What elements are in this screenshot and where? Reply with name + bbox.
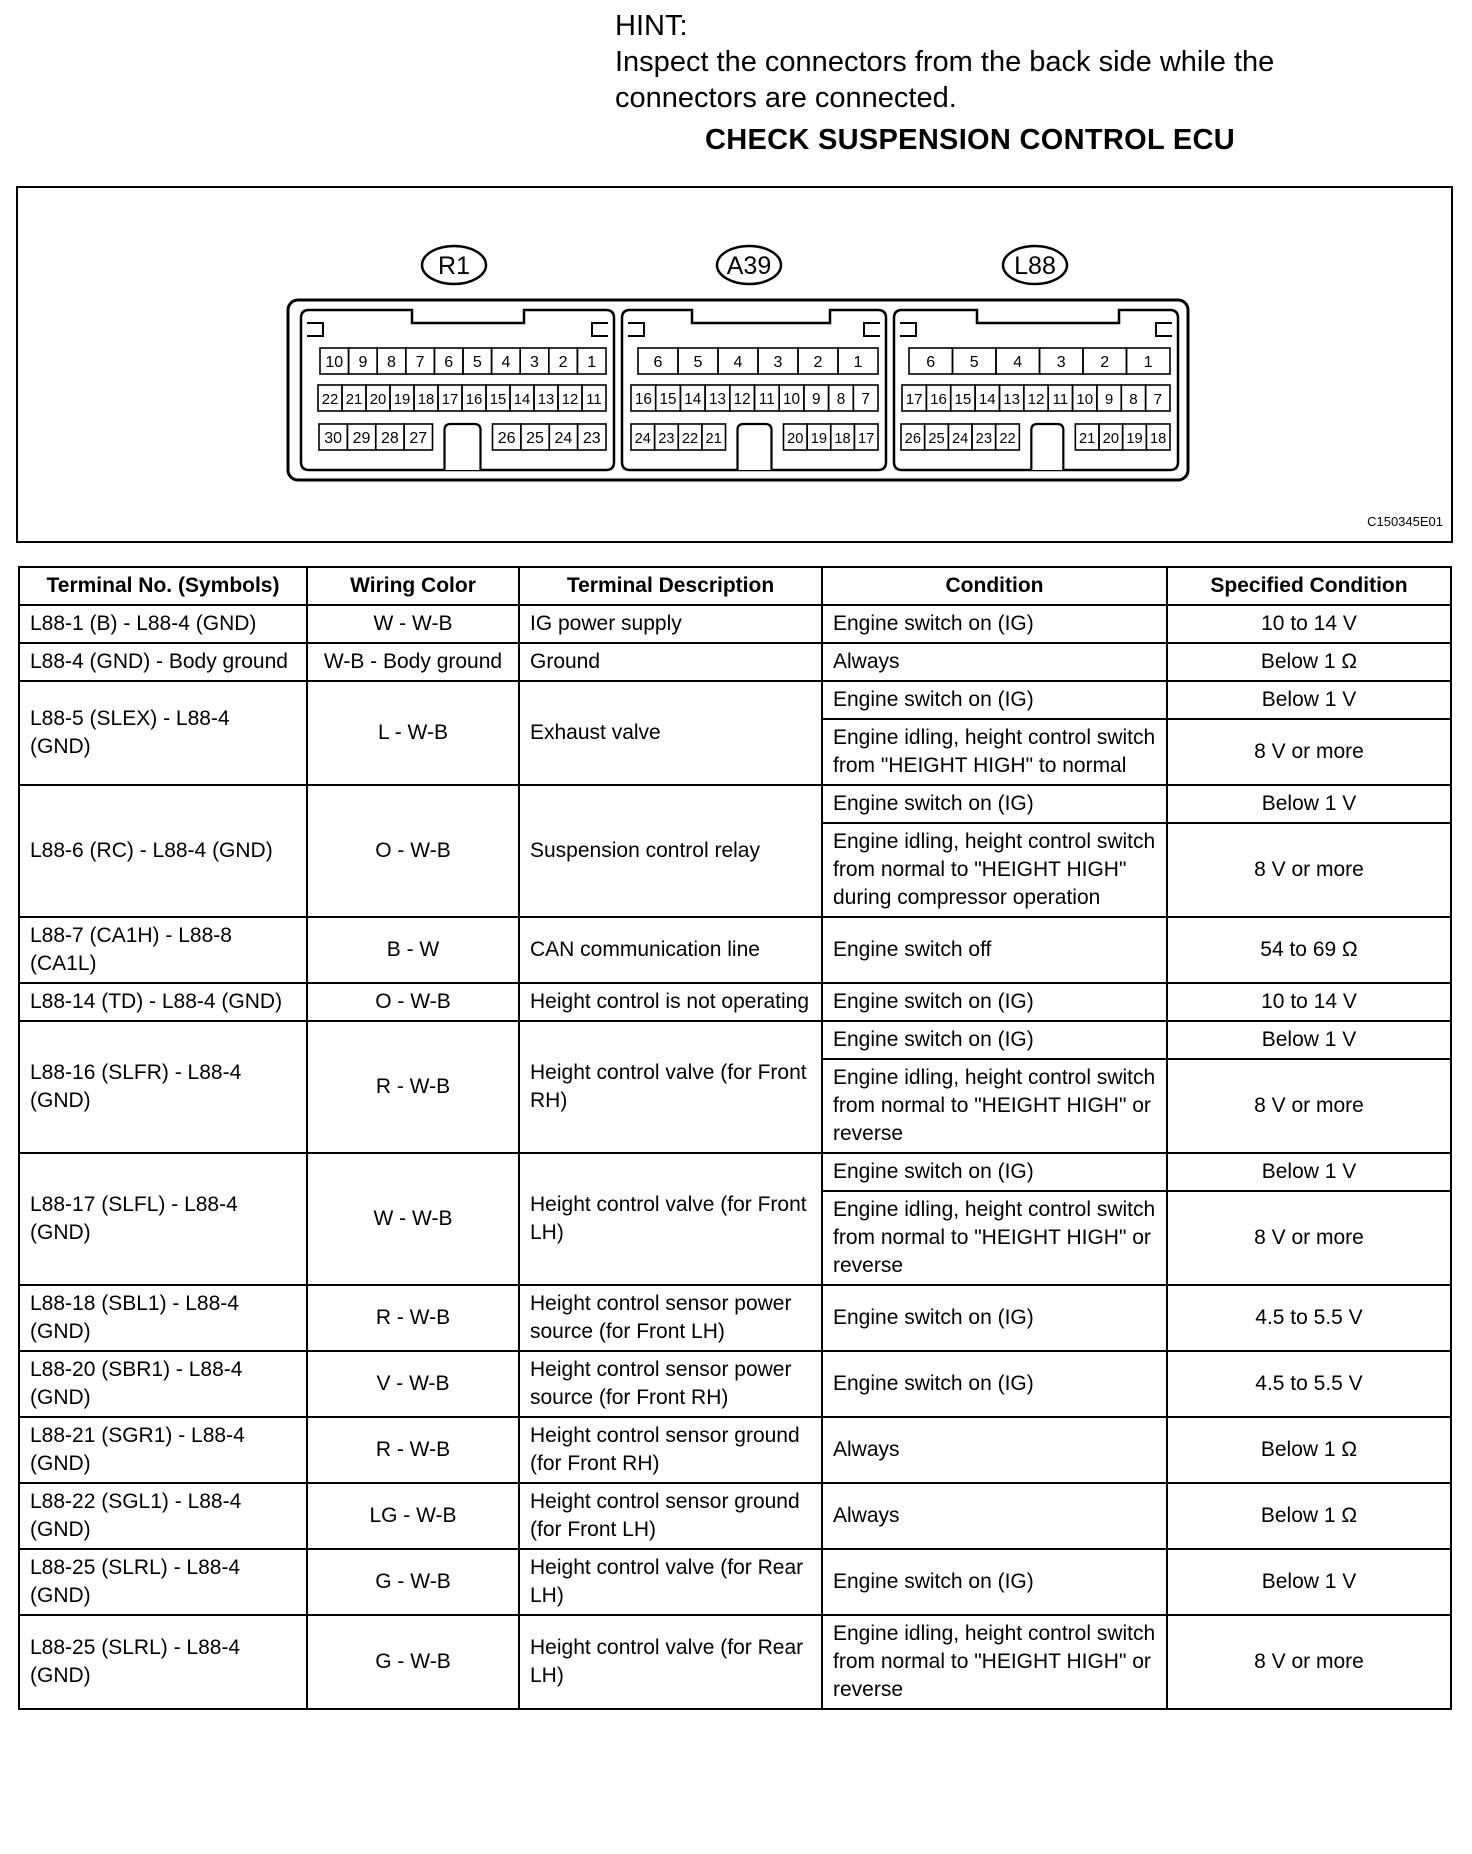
condition-cell: Always — [822, 1417, 1167, 1483]
terminal-cell: L88-4 (GND) - Body ground — [19, 643, 307, 681]
wiring-color-cell: O - W-B — [307, 785, 519, 917]
terminal-cell: L88-21 (SGR1) - L88-4 (GND) — [19, 1417, 307, 1483]
connector-pin-number: 26 — [904, 431, 921, 447]
table-row — [19, 681, 1451, 719]
figure-code: C150345E01 — [1367, 514, 1443, 529]
description-cell: CAN communication line — [519, 917, 822, 983]
connector-tab — [307, 323, 323, 336]
condition-cell: Engine switch on (IG) — [822, 1549, 1167, 1615]
connector-pin-number: 14 — [978, 391, 996, 408]
connector-pin-number: 3 — [773, 354, 783, 371]
table-header-row — [19, 567, 1451, 605]
connector-pin-number: 14 — [684, 391, 702, 408]
connector-pin-number: 27 — [409, 430, 428, 447]
connector-key-notch — [738, 424, 772, 470]
connector-pin-number: 10 — [325, 354, 344, 371]
connector-pin-number: 10 — [783, 391, 801, 408]
table-row — [19, 983, 1451, 1021]
connector-pin-number: 12 — [561, 392, 579, 408]
spec-cell: 8 V or more — [1167, 823, 1451, 917]
connector-label: A39 — [726, 252, 772, 280]
connector-pin-number: 20 — [369, 392, 387, 408]
condition-cell: Engine switch on (IG) — [822, 681, 1167, 719]
terminal-cell: L88-14 (TD) - L88-4 (GND) — [19, 983, 307, 1021]
connector-pin-number: 9 — [1104, 391, 1114, 408]
wiring-color-cell: B - W — [307, 917, 519, 983]
hint — [615, 8, 1395, 116]
terminal-spec-table — [18, 566, 1452, 1710]
connector-pin-number: 19 — [393, 392, 411, 408]
connector-pin-number: 3 — [1056, 354, 1066, 371]
connector-tab — [628, 323, 644, 336]
table-row — [19, 1417, 1451, 1483]
step-title: CHECK SUSPENSION CONTROL ECU — [705, 124, 1235, 156]
connector-pin-number: 21 — [705, 431, 722, 447]
connector-tab — [864, 323, 880, 336]
condition-cell: Engine idling, height control switch from normal to "HEIGHT HIGH" or reverse — [822, 1191, 1167, 1285]
connector-pin-number: 4 — [733, 354, 743, 371]
connector-tab — [592, 323, 608, 336]
connector-pin-number: 24 — [952, 431, 969, 447]
connector-pin-number: 29 — [352, 430, 371, 447]
description-cell: Exhaust valve — [519, 681, 822, 785]
connector-pin-number: 6 — [926, 354, 936, 371]
condition-cell: Engine switch on (IG) — [822, 605, 1167, 643]
connector-pin-number: 5 — [969, 354, 979, 371]
connector-pin-number: 22 — [321, 392, 339, 408]
wiring-color-cell: R - W-B — [307, 1417, 519, 1483]
description-cell: Height control sensor power source (for Front LH) — [519, 1285, 822, 1351]
condition-cell: Engine idling, height control switch from normal to "HEIGHT HIGH" or reverse — [822, 1059, 1167, 1153]
description-cell: Height control valve (for Rear LH) — [519, 1615, 822, 1709]
condition-cell: Always — [822, 1483, 1167, 1549]
connector-pin-number: 18 — [834, 431, 851, 447]
connector-pin-number: 15 — [954, 391, 972, 408]
connector-pin-number: 23 — [658, 431, 675, 447]
connector-pin-number: 16 — [634, 391, 652, 408]
connector-pin-number: 8 — [1129, 391, 1138, 408]
wiring-color-cell: W - W-B — [307, 1153, 519, 1285]
connector-pin-number: 1 — [853, 354, 863, 371]
description-cell: IG power supply — [519, 605, 822, 643]
connector-pin-number: 15 — [489, 392, 507, 408]
connector-pin-number: 11 — [1052, 391, 1069, 408]
description-cell: Ground — [519, 643, 822, 681]
condition-cell: Engine idling, height control switch from normal to "HEIGHT HIGH" or reverse — [822, 1615, 1167, 1709]
connector-pin-number: 11 — [758, 391, 775, 408]
spec-cell: Below 1 Ω — [1167, 643, 1451, 681]
condition-cell: Engine switch off — [822, 917, 1167, 983]
connector-pin-number: 13 — [708, 391, 726, 408]
connector-pin-number: 20 — [1102, 431, 1119, 447]
terminal-cell: L88-5 (SLEX) - L88-4 (GND) — [19, 681, 307, 785]
connector-pin-number: 18 — [1150, 431, 1167, 447]
connector-pin-number: 22 — [681, 431, 699, 447]
connector-pin-number: 25 — [526, 430, 544, 447]
terminal-cell: L88-20 (SBR1) - L88-4 (GND) — [19, 1351, 307, 1417]
connector-pin-number: 2 — [813, 354, 823, 371]
table-row — [19, 1615, 1451, 1709]
condition-cell: Engine switch on (IG) — [822, 1351, 1167, 1417]
header-terminal: Terminal No. (Symbols) — [19, 567, 307, 605]
spec-cell: Below 1 V — [1167, 1021, 1451, 1059]
spec-cell: Below 1 V — [1167, 1549, 1451, 1615]
connector-pin-number: 6 — [653, 354, 663, 371]
connector-pin-number: 23 — [582, 430, 601, 447]
header-condition: Condition — [822, 567, 1167, 605]
connector-pin-number: 1 — [587, 354, 597, 371]
wiring-color-cell: O - W-B — [307, 983, 519, 1021]
table-row — [19, 1549, 1451, 1615]
spec-cell: 10 to 14 V — [1167, 605, 1451, 643]
connector-pin-number: 14 — [513, 392, 531, 408]
description-cell: Height control sensor power source (for Front RH) — [519, 1351, 822, 1417]
terminal-cell: L88-18 (SBL1) - L88-4 (GND) — [19, 1285, 307, 1351]
connector-tab — [900, 323, 916, 336]
description-cell: Height control sensor ground (for Front LH) — [519, 1483, 822, 1549]
connector-pin-number: 21 — [1079, 431, 1096, 447]
description-cell: Height control valve (for Rear LH) — [519, 1549, 822, 1615]
header-specified-condition: Specified Condition — [1167, 567, 1451, 605]
condition-cell: Always — [822, 643, 1167, 681]
terminal-cell: L88-25 (SLRL) - L88-4 (GND) — [19, 1549, 307, 1615]
connector-pin-number: 21 — [345, 392, 363, 408]
connector-key-notch — [445, 424, 481, 470]
table-row — [19, 605, 1451, 643]
connector-key-notch — [1031, 424, 1063, 470]
condition-cell: Engine switch on (IG) — [822, 1153, 1167, 1191]
connector-pin-number: 19 — [1126, 431, 1143, 447]
hint-label: HINT: — [615, 10, 688, 42]
terminal-cell: L88-16 (SLFR) - L88-4 (GND) — [19, 1021, 307, 1153]
table-row — [19, 1153, 1451, 1191]
spec-cell: 10 to 14 V — [1167, 983, 1451, 1021]
condition-cell: Engine switch on (IG) — [822, 983, 1167, 1021]
connector-pin-number: 25 — [928, 431, 945, 447]
connector-pin-number: 12 — [733, 391, 751, 408]
connector-pin-number: 1 — [1143, 354, 1153, 371]
description-cell: Height control valve (for Front LH) — [519, 1153, 822, 1285]
table-row — [19, 643, 1451, 681]
connector-pin-number: 9 — [811, 391, 821, 408]
connector-pin-number: 24 — [554, 430, 573, 447]
connector-pin-number: 22 — [999, 431, 1016, 447]
wiring-color-cell: LG - W-B — [307, 1483, 519, 1549]
condition-cell: Engine switch on (IG) — [822, 785, 1167, 823]
connector-pin-number: 13 — [1003, 391, 1021, 408]
spec-cell: 8 V or more — [1167, 719, 1451, 785]
connector-pin-number: 18 — [417, 392, 435, 408]
connector-pin-number: 17 — [905, 391, 923, 408]
connector-label: L88 — [1014, 252, 1056, 280]
connector-pin-number: 8 — [836, 391, 846, 408]
connector-pin-number: 20 — [787, 431, 804, 447]
spec-cell: Below 1 V — [1167, 1153, 1451, 1191]
spec-cell: 4.5 to 5.5 V — [1167, 1351, 1451, 1417]
connector-pin-number: 7 — [1153, 391, 1163, 408]
hint-text: Inspect the connectors from the back side while the connectors are connected. — [615, 46, 1275, 114]
connector-pin-number: 16 — [465, 392, 483, 408]
condition-cell: Engine switch on (IG) — [822, 1021, 1167, 1059]
terminal-cell: L88-1 (B) - L88-4 (GND) — [19, 605, 307, 643]
condition-cell: Engine idling, height control switch from normal to "HEIGHT HIGH" during compressor operation — [822, 823, 1167, 917]
connector-pin-number: 12 — [1027, 391, 1045, 408]
connector-pin-number: 16 — [930, 391, 947, 408]
spec-cell: 8 V or more — [1167, 1191, 1451, 1285]
wiring-color-cell: R - W-B — [307, 1285, 519, 1351]
table-row — [19, 1021, 1451, 1059]
description-cell: Height control valve (for Front RH) — [519, 1021, 822, 1153]
terminal-cell: L88-7 (CA1H) - L88-8 (CA1L) — [19, 917, 307, 983]
condition-cell: Engine switch on (IG) — [822, 1285, 1167, 1351]
spec-cell: 54 to 69 Ω — [1167, 917, 1451, 983]
connector-pin-number: 2 — [1100, 354, 1110, 371]
table-row — [19, 1483, 1451, 1549]
connector-pin-number: 7 — [415, 354, 425, 371]
connector-pin-number: 8 — [387, 354, 396, 371]
connector-tab — [1156, 323, 1172, 336]
connector-pin-number: 4 — [1013, 354, 1023, 371]
connector-pin-number: 26 — [497, 430, 516, 447]
connector-pin-number: 10 — [1076, 391, 1094, 408]
spec-cell: Below 1 Ω — [1167, 1417, 1451, 1483]
table-row — [19, 917, 1451, 983]
connector-pin-number: 3 — [530, 354, 539, 371]
connector-pin-number: 19 — [810, 431, 828, 447]
terminal-cell: L88-17 (SLFL) - L88-4 (GND) — [19, 1153, 307, 1285]
wiring-color-cell: G - W-B — [307, 1549, 519, 1615]
description-cell: Height control sensor ground (for Front RH) — [519, 1417, 822, 1483]
wiring-color-cell: W - W-B — [307, 605, 519, 643]
connector-pin-number: 28 — [381, 430, 399, 447]
connector-label: R1 — [438, 252, 470, 280]
spec-cell: 4.5 to 5.5 V — [1167, 1285, 1451, 1351]
connector-pin-number: 4 — [501, 354, 511, 371]
header-terminal-description: Terminal Description — [519, 567, 822, 605]
wiring-color-cell: V - W-B — [307, 1351, 519, 1417]
connector-pin-number: 11 — [586, 392, 602, 408]
spec-cell: 8 V or more — [1167, 1059, 1451, 1153]
connector-pin-number: 17 — [441, 392, 459, 408]
condition-cell: Engine idling, height control switch from "HEIGHT HIGH" to normal — [822, 719, 1167, 785]
connector-diagram — [18, 188, 1451, 541]
terminal-cell: L88-22 (SGL1) - L88-4 (GND) — [19, 1483, 307, 1549]
connector-pin-number: 2 — [558, 354, 568, 371]
connector-pin-number: 5 — [693, 354, 703, 371]
table-row — [19, 785, 1451, 823]
terminal-cell: L88-6 (RC) - L88-4 (GND) — [19, 785, 307, 917]
connector-pin-number: 30 — [324, 430, 343, 447]
connector-figure — [16, 186, 1453, 543]
connector-pin-number: 23 — [975, 431, 992, 447]
spec-cell: Below 1 Ω — [1167, 1483, 1451, 1549]
spec-cell: Below 1 V — [1167, 785, 1451, 823]
table-row — [19, 1351, 1451, 1417]
connector-pin-number: 5 — [472, 354, 482, 371]
wiring-color-cell: R - W-B — [307, 1021, 519, 1153]
table-row — [19, 1285, 1451, 1351]
connector-pin-number: 13 — [537, 392, 555, 408]
spec-cell: 8 V or more — [1167, 1615, 1451, 1709]
header-wiring-color: Wiring Color — [307, 567, 519, 605]
connector-pin-number: 24 — [634, 431, 651, 447]
description-cell: Suspension control relay — [519, 785, 822, 917]
connector-pin-number: 17 — [858, 431, 875, 447]
connector-pin-number: 15 — [659, 391, 677, 408]
wiring-color-cell: L - W-B — [307, 681, 519, 785]
wiring-color-cell: W-B - Body ground — [307, 643, 519, 681]
wiring-color-cell: G - W-B — [307, 1615, 519, 1709]
description-cell: Height control is not operating — [519, 983, 822, 1021]
connector-pin-number: 6 — [444, 354, 454, 371]
terminal-cell: L88-25 (SLRL) - L88-4 (GND) — [19, 1615, 307, 1709]
connector-pin-number: 9 — [358, 354, 368, 371]
spec-cell: Below 1 V — [1167, 681, 1451, 719]
connector-pin-number: 7 — [861, 391, 870, 408]
